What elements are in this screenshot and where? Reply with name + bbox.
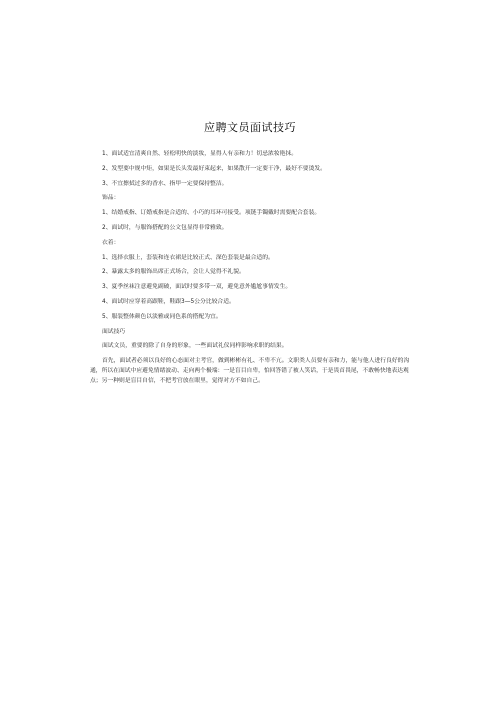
- paragraph: 4、面试时应穿着高跟鞋，鞋跟3—5公分比较合适。: [102, 298, 235, 305]
- paragraph: 2、暴露太多的服饰出席正式场合，会让人觉得不礼貌。: [102, 269, 245, 276]
- paragraph: 2、面试时，与服饰搭配的公文包显得非常雅致。: [102, 224, 228, 231]
- paragraph: 5、服装整体颜色以淡雅或同色系的搭配为宜。: [102, 313, 222, 320]
- paragraph: 面试文员，重要的除了自身的形象，一些面试礼仪同样影响求职的结果。: [102, 343, 288, 350]
- paragraph: 1、选择衣服上，套装和连衣裙是比较正式、深色套装是最合适的。: [102, 254, 274, 261]
- paragraph: 3、不宜擦拭过多的香水、指甲一定要保持整洁。: [102, 180, 228, 187]
- paragraph: 2、发型要中规中矩，如果是长头发最好束起来，如果散开一定要干净，最好不要烫发。: [102, 165, 326, 172]
- document-title: 应聘文员面试技巧: [204, 121, 296, 134]
- section-heading: 衣着：: [102, 239, 120, 246]
- section-heading: 面试技巧: [102, 328, 126, 335]
- section-heading: 饰品：: [102, 195, 120, 202]
- paragraph: 3、夏季丝袜注意避免副破，面试时要多带一双，避免意外尴尬事情发生。: [102, 284, 292, 291]
- document-body: [90, 150, 410, 392]
- paragraph: 1、面试适宜清爽自然、轻松明快的淡妆，显得人有亲和力！切忌浓妆艳抹。: [102, 151, 297, 157]
- paragraph: 首先，面试者必须以良好的心态面对主考官，做到彬彬有礼、不卑不亢。文职类人员要有亲和力，能与他人进行良好的沟通，所以在面试中应避免情绪波动、走向两个极端：一是盲目自卑，怕回答错了被人笑话，于是畏首畏尾，不敢畅快地表达观点；另一种则是盲目自信，不把考官放在眼里，觉得对方不如自己。: [90, 358, 410, 384]
- paragraph: 1、结婚戒指、订婚戒指是合适的、小巧的耳环可接受。项链手镯戴时需要配合套装。: [102, 210, 321, 217]
